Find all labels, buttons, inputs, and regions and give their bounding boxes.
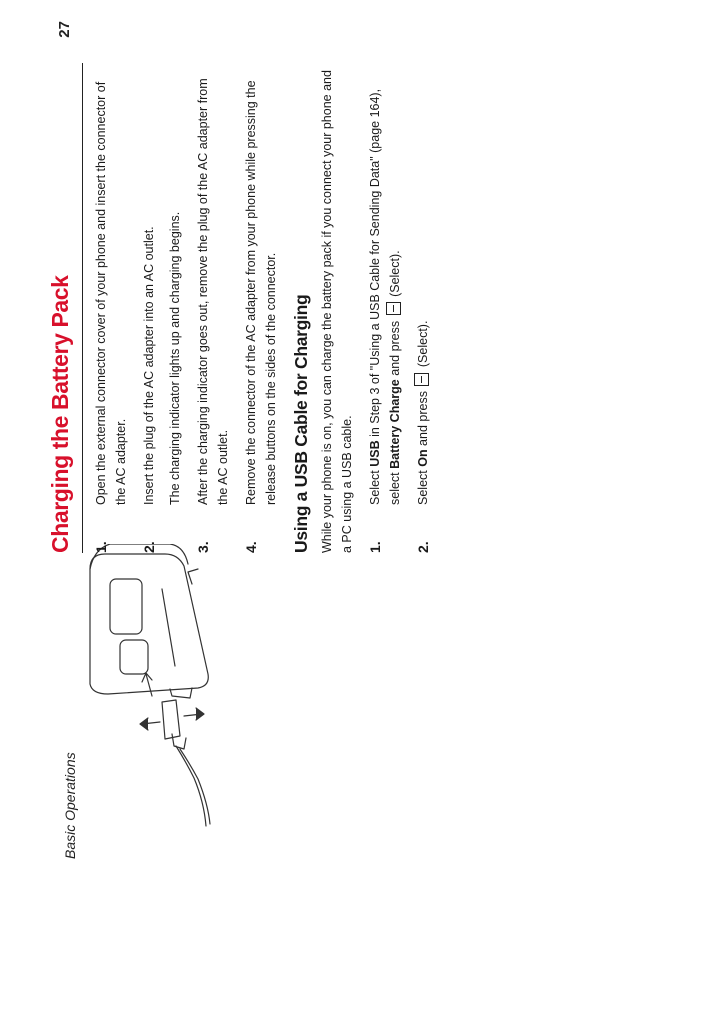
step-number: 1. bbox=[367, 541, 383, 553]
content-column bbox=[46, 63, 441, 553]
menu-option-battery-charge: Battery Charge bbox=[388, 379, 402, 469]
phone-body bbox=[90, 554, 208, 694]
select-key-icon bbox=[414, 373, 429, 386]
footer-section-name: Basic Operations bbox=[62, 752, 78, 859]
phone-display-sub bbox=[120, 640, 148, 674]
list-item bbox=[193, 63, 233, 553]
arrow-right bbox=[142, 673, 152, 696]
step-text: Open the external connector cover of your phone and insert the connector of the AC adapter. bbox=[94, 81, 128, 505]
list-item bbox=[139, 63, 185, 553]
select-key-icon bbox=[386, 302, 401, 315]
step-number: 2. bbox=[141, 541, 157, 553]
step-text: Select USB in Step 3 of "Using a USB Cable for Sending Data" (page 164), select Battery Charge and press (Select). bbox=[368, 88, 402, 505]
step-text: Select On and press (Select). bbox=[416, 320, 430, 505]
ac-steps-list bbox=[91, 63, 281, 553]
step-text: Insert the plug of the AC adapter into an AC outlet. bbox=[142, 226, 156, 505]
menu-option-usb: USB bbox=[368, 440, 382, 467]
step-text: Remove the connector of the AC adapter from your phone while pressing the release buttons on the sides of the connector. bbox=[244, 80, 278, 505]
page-number: 27 bbox=[56, 21, 73, 38]
step-text: After the charging indicator goes out, remove the plug of the AC adapter from the AC outlet. bbox=[196, 78, 230, 505]
menu-option-on: On bbox=[416, 449, 430, 467]
phone-display-main bbox=[110, 579, 142, 634]
step-number: 3. bbox=[195, 541, 211, 553]
list-item bbox=[91, 63, 131, 553]
usb-intro: While your phone is on, you can charge the battery pack if you connect your phone and a PC using a USB cable. bbox=[320, 70, 354, 553]
list-item bbox=[365, 63, 405, 553]
list-item bbox=[241, 63, 281, 553]
step-number: 1. bbox=[93, 541, 109, 553]
list-item bbox=[413, 63, 433, 553]
step-note: The charging indicator lights up and charging begins. bbox=[168, 211, 182, 505]
usb-steps-list bbox=[365, 63, 433, 553]
title-rule bbox=[82, 63, 83, 553]
usb-subsection-title: Using a USB Cable for Charging bbox=[291, 294, 311, 553]
connector bbox=[162, 700, 180, 739]
step-number: 4. bbox=[243, 541, 259, 553]
phone-charging-illustration bbox=[80, 544, 280, 834]
section-title: Charging the Battery Pack bbox=[47, 275, 73, 553]
step-number: 2. bbox=[415, 541, 431, 553]
